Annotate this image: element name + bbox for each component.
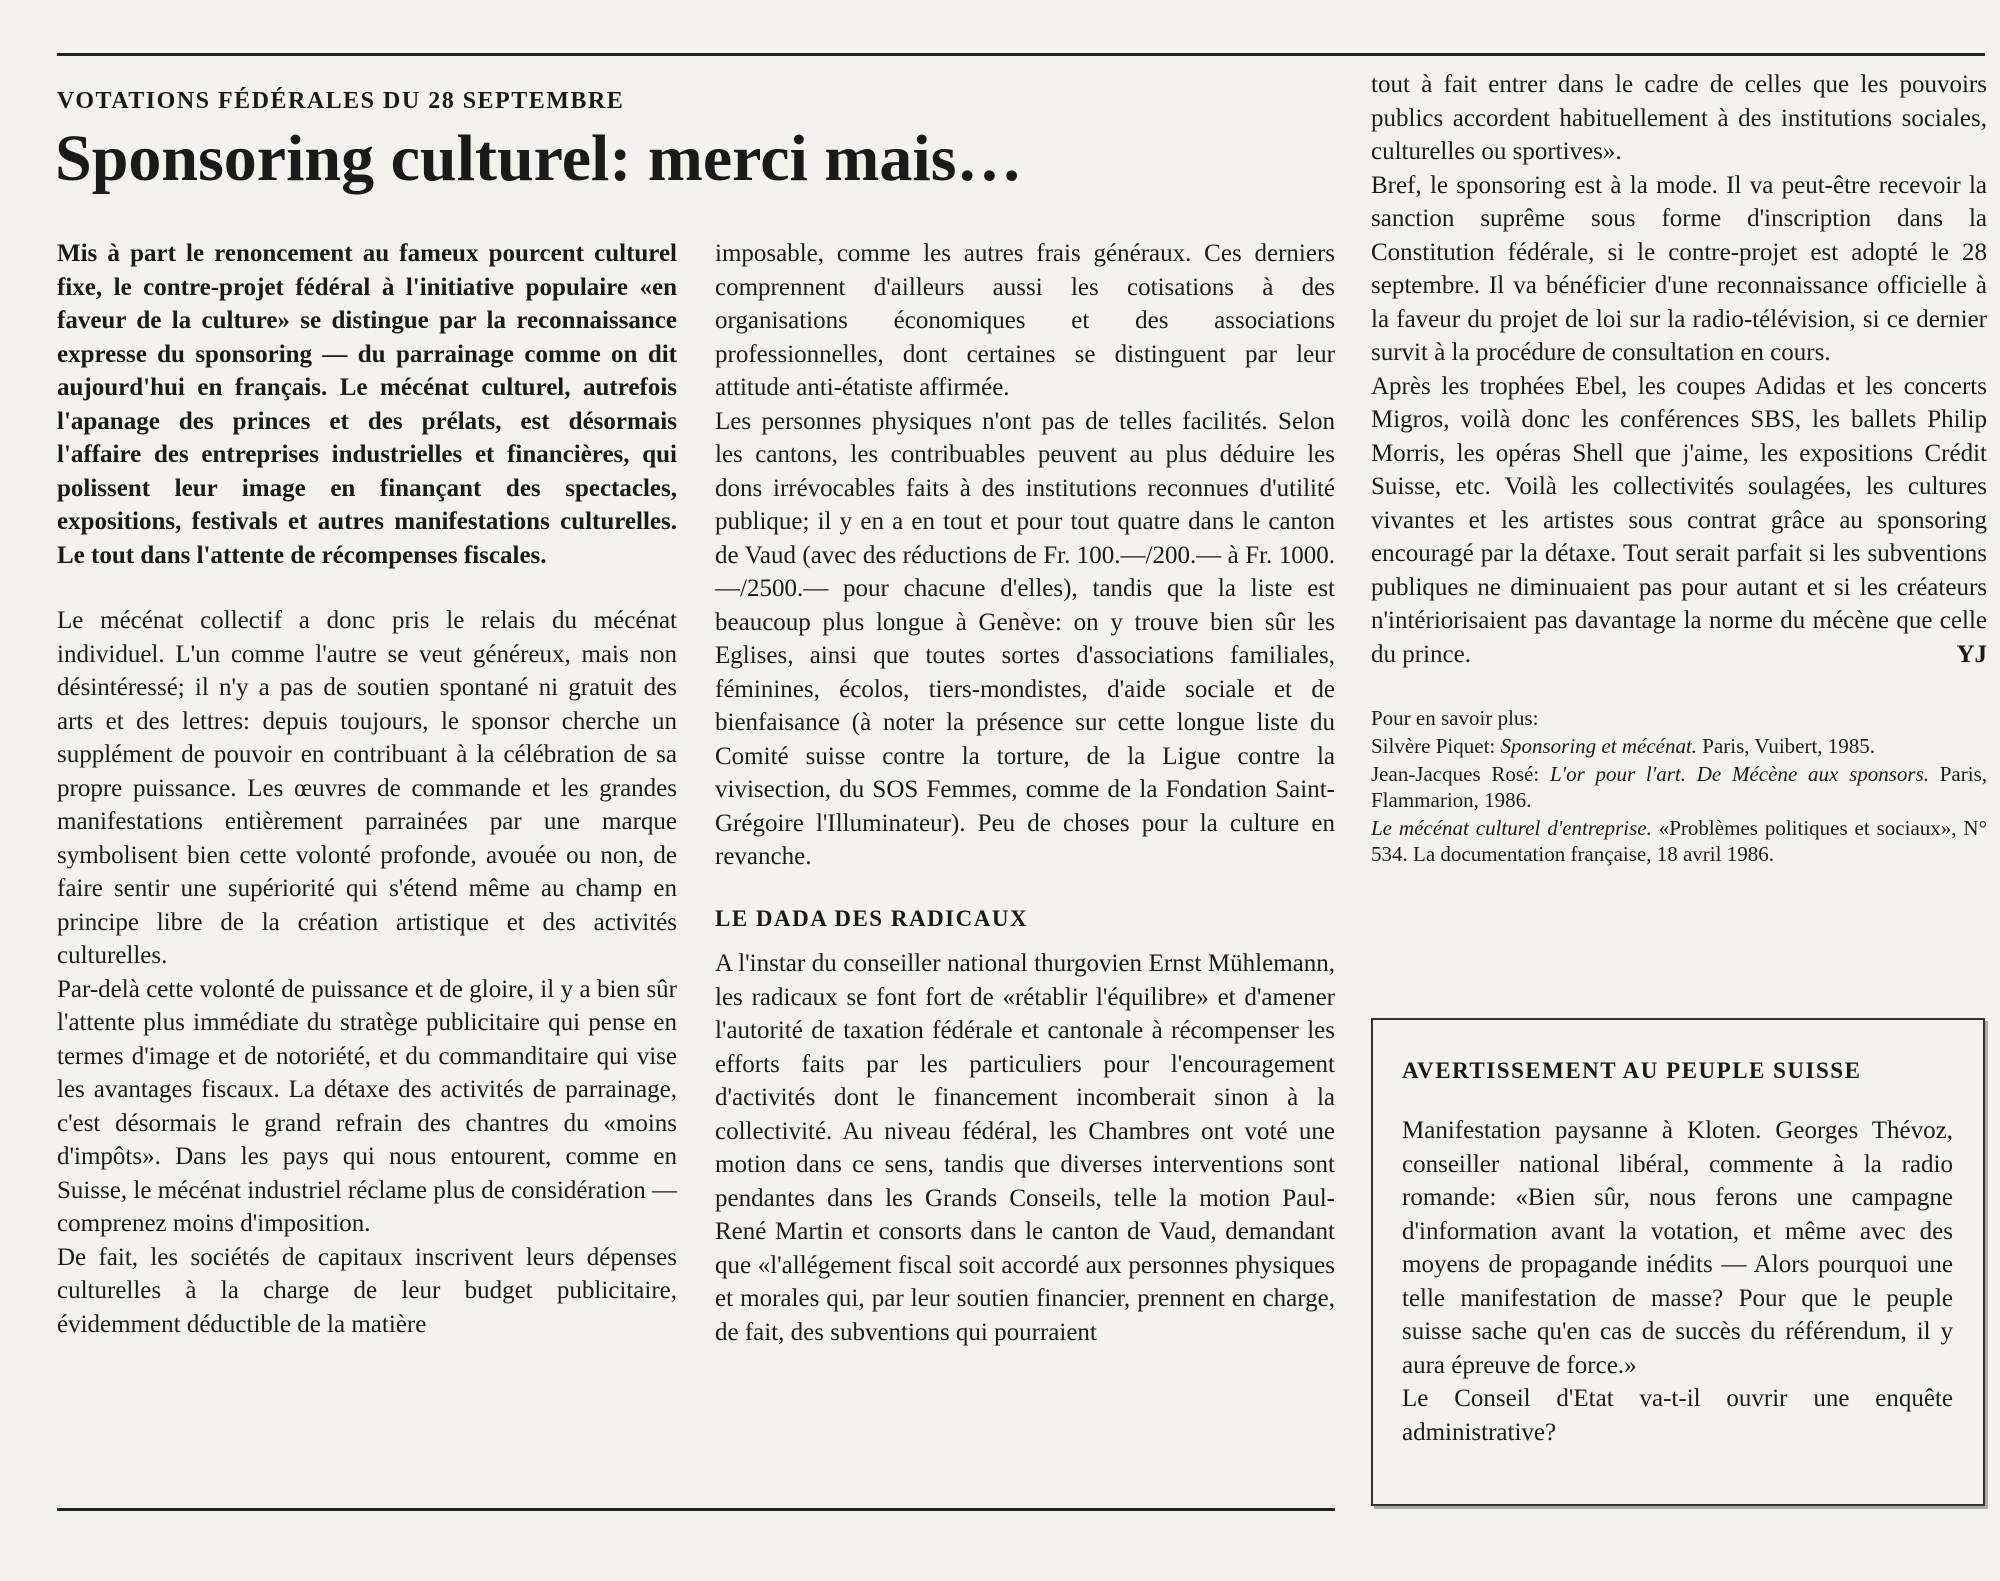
reference-title: Sponsoring et mécénat. [1500,734,1698,758]
column-3 [1371,68,1987,869]
reference-publisher: Paris, Vuibert, 1985. [1697,734,1876,758]
sidebar-box-paragraph: Manifestation paysanne à Kloten. Georges Thévoz, conseiller national libéral, commente à la radio romande: «Bien sûr, nous ferons une campagne d'information avant la votation, et même avec des moyens de propagande inédits — Alors pourquoi une telle manifestation de masse? Pour que le peuple suisse sache qu'en cas de succès du référendum, il y aura épreuve de force.» [1402,1117,1953,1379]
further-reading [1371,705,1987,867]
bottom-rule [57,1508,1335,1511]
lede-paragraph: Mis à part le renoncement au fameux pourcent culturel fixe, le contre-projet fédéral à l'initiative populaire «en faveur de la culture» se distingue par la reconnaissance expresse du sponsoring — du parrainage comme on dit aujourd'hui en français. Le mécénat culturel, autrefois l'apanage des princes et des prélats, est désormais l'affaire des entreprises industrielles et financières, qui polissent leur image en finançant des spectacles, expositions, festivals et autres manifestations culturelles. Le tout dans l'attente de récompenses fiscales. [57,240,677,569]
reference-title: Le mécénat culturel d'entreprise. [1371,816,1652,840]
reference-item [1371,761,1987,813]
reference-item [1371,815,1987,867]
reference-publisher: «Problèmes politiques et sociaux», N° 534. La documentation française, 18 avril 1986. [1371,816,1987,866]
col3-paragraph-text: Après les trophées Ebel, les coupes Adidas et les concerts Migros, voilà donc les conférences SBS, les ballets Philip Morris, les opéras Shell que j'aime, les expositions Crédit Suisse, etc. Voilà les collectivités soulagées, les cultures vivantes et les artistes sous contrat grâce au sponsoring encouragé par la détaxe. Tout serait parfait si les subventions publiques ne diminuaient pas pour autant et si les créateurs n'intériorisaient pas davantage la norme du mécène que celle du prince. [1371,372,1987,668]
further-reading-heading: Pour en savoir plus: [1371,706,1539,730]
section-subhead: LE DADA DES RADICAUX [715,905,1029,931]
col2-paragraph: imposable, comme les autres frais généraux. Ces derniers comprennent d'ailleurs aussi les cotisations à des organisations économiques et des associations professionnelles, dont certaines se distinguent par leur attitude anti-étatiste affirmée. [715,240,1335,401]
reference-author: Silvère Piquet: [1371,734,1501,758]
reference-item [1371,733,1987,759]
sidebar-box [1371,1018,1985,1506]
sidebar-box-title: AVERTISSEMENT AU PEUPLE SUISSE [1402,1058,1862,1083]
sidebar-box-paragraph: Le Conseil d'Etat va-t-il ouvrir une enquête administrative? [1402,1385,1953,1446]
column-2 [715,237,1335,1349]
col3-paragraph [1371,370,1987,672]
col3-paragraph: Bref, le sponsoring est à la mode. Il va peut-être recevoir la sanction suprême sous forme d'inscription dans la Constitution fédérale, si le contre-projet est adopté le 28 septembre. Il va bénéficier d'une reconnaissance officielle à la faveur du projet de loi sur la radio-télévision, si ce dernier survit à la procédure de consultation en cours. [1371,171,1987,366]
reference-publisher: Paris, Flammarion, 1986. [1371,762,1988,812]
top-rule [57,53,1985,56]
sidebar-box-body [1402,1114,1953,1449]
author-signature: YJ [1956,640,1987,668]
col1-paragraph: Par-delà cette volonté de puissance et de gloire, il y a bien sûr l'attente plus immédiate du stratège publicitaire qui pense en termes d'image et de notoriété, et du commanditaire qui vise les avantages fiscaux. La détaxe des activités de parrainage, c'est désormais le grand refrain des chantres du «moins d'impôts». Dans les pays qui nous entourent, comme en Suisse, le mécénat industriel réclame plus de considération — comprenez moins d'imposition. [57,975,677,1237]
column-1 [57,237,677,1341]
col2-paragraph: A l'instar du conseiller national thurgovien Ernst Mühlemann, les radicaux se font fort de «rétablir l'équilibre» et d'amener l'autorité de taxation fédérale et cantonale à récompenser les efforts faits par les particuliers pour l'encouragement d'activités dont le financement incomberait sinon à la collectivité. Au niveau fédéral, les Chambres ont voté une motion dans ce sens, tandis que diverses interventions sont pendantes dans les Grands Conseils, telle la motion Paul-René Martin et consorts dans le canton de Vaud, demandant que «l'allégement fiscal soit accordé aux personnes physiques et morales qui, par leur soutien financier, prennent en charge, de fait, des subventions qui pourraient [715,950,1335,1346]
col3-paragraph: tout à fait entrer dans le cadre de celles que les pouvoirs publics accordent habituellement à des institutions sociales, culturelles ou sportives». [1371,71,1987,165]
headline: Sponsoring culturel: merci mais… [55,122,1023,195]
col2-paragraph: Les personnes physiques n'ont pas de telles facilités. Selon les cantons, les contribuables peuvent au plus déduire les dons irrévocables faits à des institutions reconnues d'utilité publique; il y en a en tout et pour tout quatre dans le canton de Vaud (avec des réductions de Fr. 100.—/200.— à Fr. 1000.—/2500.— pour chacune d'elles), tandis que la liste est beaucoup plus longue à Genève: on y trouve bien sûr les Eglises, ainsi que toutes sortes d'associations familiales, féminines, écolos, tiers-mondistes, d'aide sociale et de bienfaisance (à noter la présence sur cette longue liste du Comité suisse contre la torture, de la Ligue contre la vivisection, du SOS Femmes, comme de la Fondation Saint-Grégoire l'Illuminateur). Peu de choses pour la culture en revanche. [715,407,1335,870]
reference-author: Jean-Jacques Rosé: [1371,762,1550,786]
reference-title: L'or pour l'art. De Mécène aux sponsors. [1549,762,1930,786]
col1-paragraph: Le mécénat collectif a donc pris le relais du mécénat individuel. L'un comme l'autre se veut généreux, mais non désintéressé; il n'y a pas de soutien spontané ni gratuit des arts et des lettres: depuis toujours, le sponsor cherche un supplément de pouvoir en contribuant à la célébration de sa propre puissance. Les œuvres de commande et les grandes manifestations entièrement parrainées par une marque symbolisent bien cette volonté profonde, avouée ou non, de faire sentir une supériorité qui s'étend même au champ en principe libre de la création artistique et des activités culturelles. [57,607,677,969]
col1-paragraph: De fait, les sociétés de capitaux inscrivent leurs dépenses culturelles à la charge de leur budget publicitaire, évidemment déductible de la matière [57,1243,677,1338]
kicker: VOTATIONS FÉDÉRALES DU 28 SEPTEMBRE [57,88,625,114]
